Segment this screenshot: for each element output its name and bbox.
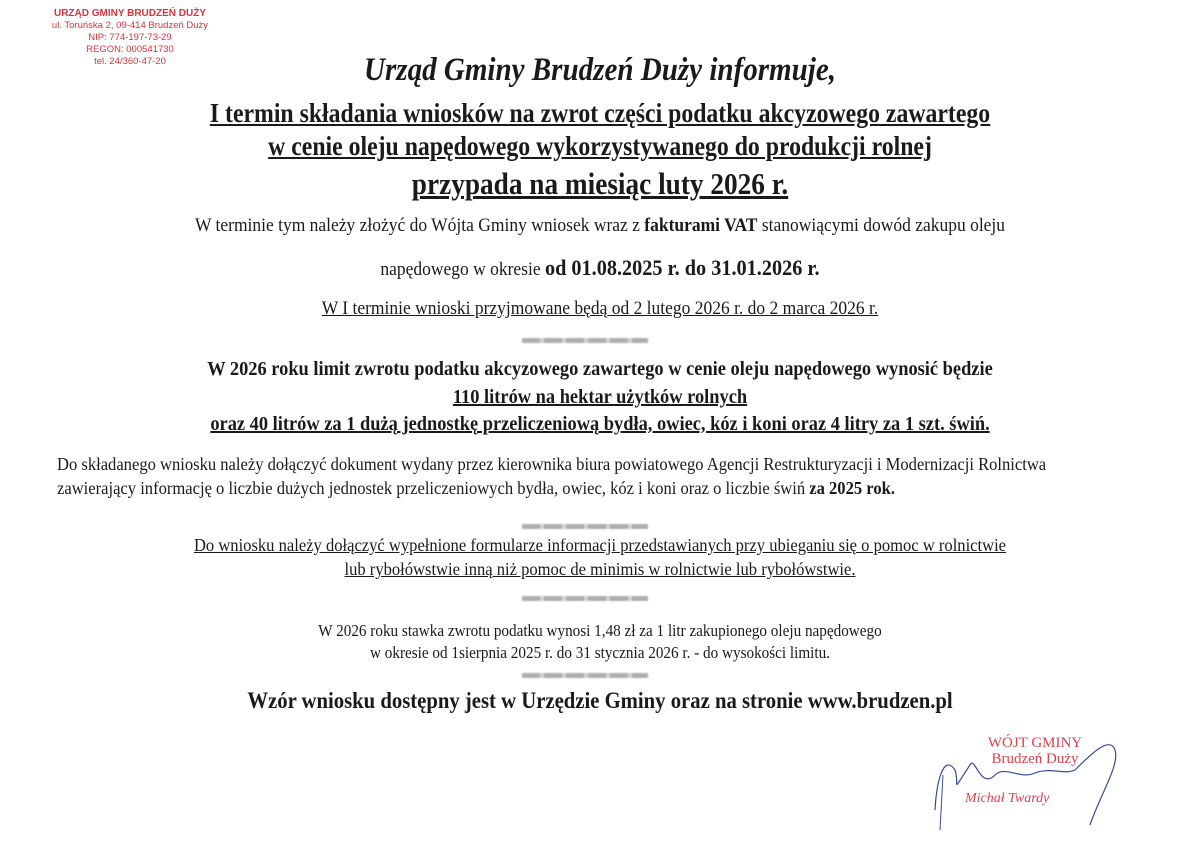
paragraph-submit <box>48 215 1152 237</box>
stamp-address: ul. Toruńska 2, 09-414 Brudzeń Duży <box>51 20 209 31</box>
text: W 2026 roku stawka zwrotu podatku wynosi 1,48 zł za 1 litr zakupionego oleju napędowego <box>318 621 882 640</box>
text: Do składanego wniosku należy dołączyć dokument wydany przez kierownika biura powiatowego Agencji Restrukturyzacji i Modernizacji Rolnictwa zawierający informację o liczbie dużych jednostek przeliczeniowych bydła, owiec, kóz i koni oraz o liczbie świń <box>57 454 1047 498</box>
stamp-regon: REGON: 000541730 <box>86 44 174 55</box>
paragraph-period <box>48 255 1152 281</box>
stamp-tel: tel. 24/360-47-20 <box>94 56 166 67</box>
text: napędowego w okresie <box>380 259 545 280</box>
stamp-title: URZĄD GMINY BRUDZEŃ DUŻY <box>53 8 207 19</box>
text: w okresie od 1sierpnia 2025 r. do 31 stycznia 2026 r. - do wysokości limitu. <box>370 643 830 662</box>
signatory-name: Michał Twardy <box>965 791 1050 806</box>
separator <box>522 524 648 529</box>
headline-line-3: przypada na miesiąc luty 2026 r. <box>411 166 789 201</box>
official-stamp <box>965 735 1105 767</box>
headline-line-1: I termin składania wniosków na zwrot części podatku akcyzowego zawartego <box>209 98 991 128</box>
limit-line-2: 110 litrów na hektar użytków rolnych <box>452 386 748 408</box>
paragraph-rate <box>48 620 1152 664</box>
text: Do wniosku należy dołączyć wypełnione formularze informacji przedstawianych przy ubieganiu się o pomoc w rolnictwie <box>193 535 1007 555</box>
final-note: Wzór wniosku dostępny jest w Urzędzie Gminy oraz na stronie www.brudzen.pl <box>247 688 953 713</box>
text: stanowiącymi dowód zakupu oleju <box>757 215 1006 236</box>
office-stamp <box>30 8 230 68</box>
text-bold: od 01.08.2025 r. do 31.01.2026 r. <box>544 255 820 280</box>
limit-line-3: oraz 40 litrów za 1 dużą jednostkę przeliczeniową bydła, owiec, kóz i koni oraz 4 litry za 1 szt. świń. <box>210 413 990 435</box>
limit-line-1: W 2026 roku limit zwrotu podatku akcyzowego zawartego w cenie oleju napędowego wynosić będzie <box>207 358 993 380</box>
stamp-municipality: Brudzeń Duży <box>991 751 1079 767</box>
headline-line-2: w cenie oleju napędowego wykorzystywanego do produkcji rolnej <box>268 131 932 161</box>
separator <box>522 338 648 343</box>
text: lub rybołówstwie inną niż pomoc de minimis w rolnictwie lub rybołówstwie. <box>344 559 856 579</box>
stamp-nip: NIP: 774-197-73-29 <box>88 32 172 43</box>
separator <box>522 596 648 601</box>
paragraph-forms <box>140 533 1060 581</box>
paragraph-documents <box>57 452 1060 500</box>
signature-block <box>925 735 1155 835</box>
text-bold: fakturami VAT <box>644 215 758 236</box>
stamp-office: WÓJT GMINY <box>987 735 1083 751</box>
text: W terminie tym należy złożyć do Wójta Gminy wniosek wraz z <box>194 215 645 236</box>
paragraph-dates: W I terminie wnioski przyjmowane będą od 2 lutego 2026 r. do 2 marca 2026 r. <box>321 298 879 319</box>
page-title: Urząd Gminy Brudzeń Duży informuje, <box>363 52 836 88</box>
separator <box>522 673 648 678</box>
text-bold: za 2025 rok. <box>809 478 895 498</box>
